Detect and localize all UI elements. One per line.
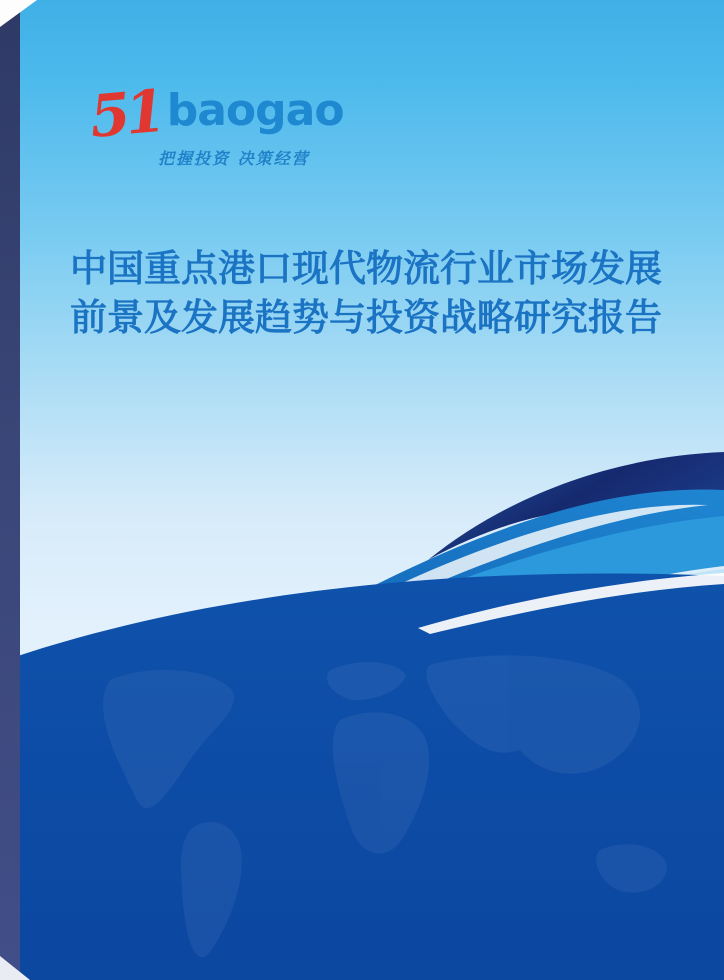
report-title-line-1: 中国重点港口现代物流行业市场发展 [70,247,662,290]
brand-logo [87,77,344,169]
report-title-line-2: 前景及发展趋势与投资战略研究报告 [70,296,662,339]
brand-logo-wordmark [87,77,344,151]
report-title [70,244,662,342]
wave-graphic [0,430,724,980]
logo-baogao-text: baogao [166,85,344,136]
brand-tagline: 把握投资 决策经营 [158,149,310,168]
left-binding-strip [0,0,20,980]
logo-51-mark: 51 [87,77,164,151]
